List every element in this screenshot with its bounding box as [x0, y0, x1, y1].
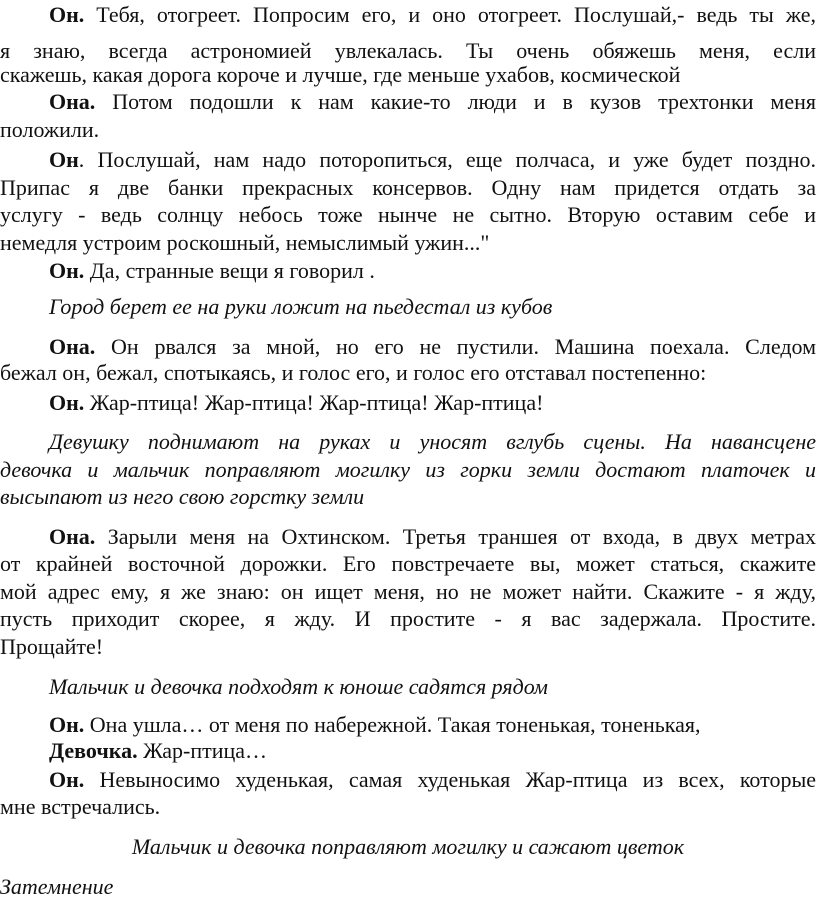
line-text: Тебя, отогреет. Попросим его, и оно отогреет. Послушай,- ведь ты же,	[96, 2, 816, 27]
text-line: от крайней восточной дорожки. Его повстречаете вы, может статься, скажите	[0, 551, 816, 576]
text-line	[0, 88, 816, 115]
line-text: Она ушла… от меня по набережной. Такая тоненькая, тоненькая,	[84, 712, 701, 737]
speaker-label: Он.	[49, 258, 85, 283]
text-line: мой адрес ему, я же знаю: он ищет меня, но не может найти. Скажите - я жду,	[0, 579, 816, 604]
text-line: бежал он, бежал, спотыкаясь, и голос его, и голос его отставал постепенно:	[0, 360, 707, 385]
stage-direction: девочка и мальчик поправляют могилку из горки земли достают платочек и	[0, 457, 816, 482]
line-text: Да, странные вещи я говорил .	[89, 258, 375, 283]
text-line: скажешь, какая дорога короче и лучше, где меньше ухабов, космической	[0, 62, 681, 87]
text-line	[0, 257, 816, 284]
speaker-label: Она.	[49, 89, 96, 114]
text-line	[0, 737, 816, 764]
text-line: Прощайте!	[0, 634, 104, 659]
text-line	[0, 146, 816, 173]
line-text: Невыносимо худенькая, самая худенькая Жар-птица из всех, которые	[99, 767, 816, 792]
stage-direction: Мальчик и девочка подходят к юноше садятся рядом	[49, 674, 548, 699]
speaker-label: Он	[49, 147, 79, 172]
text-line	[0, 1, 816, 28]
text-line: пусть приходит скорее, я жду. И простите - я вас задержала. Простите.	[0, 606, 816, 631]
stage-direction: высыпают из него свою горстку земли	[0, 484, 365, 509]
text-line: положили.	[0, 117, 100, 142]
text-line: Припас я две банки прекрасных консервов. Одну нам придется отдать за	[0, 175, 816, 200]
text-line	[0, 766, 816, 793]
text-line: мне встречались.	[0, 794, 161, 819]
line-text: . Послушай, нам надо поторопиться, еще полчаса, и уже будет поздно.	[78, 147, 816, 172]
stage-direction: Затемнение	[0, 874, 114, 899]
text-line	[0, 333, 816, 360]
text-line	[0, 711, 816, 738]
stage-direction: Мальчик и девочка поправляют могилку и сажают цветок	[131, 834, 685, 859]
line-text: Жар-птица! Жар-птица! Жар-птица! Жар-птица!	[89, 390, 544, 415]
line-text: Зарыли меня на Охтинском. Третья траншея от входа, в двух метрах	[107, 524, 816, 549]
line-text: Потом подошли к нам какие-то люди и в кузов трехтонки меня	[112, 89, 816, 114]
stage-direction: Город берет ее на руки ложит на пьедестал из кубов	[49, 294, 553, 319]
line-text: Жар-птица…	[143, 738, 268, 763]
speaker-label: Он.	[49, 767, 85, 792]
speaker-label: Девочка.	[49, 738, 138, 763]
text-line	[0, 389, 816, 416]
speaker-label: Она.	[49, 524, 96, 549]
speaker-label: Он.	[49, 2, 85, 27]
line-text: Он рвался за мной, но его не пустили. Машина поехала. Следом	[111, 334, 816, 359]
speaker-label: Он.	[49, 390, 85, 415]
speaker-label: Она.	[49, 334, 96, 359]
text-line	[0, 523, 816, 550]
speaker-label: Он.	[49, 712, 85, 737]
text-line: я знаю, всегда астрономией увлекалась. Ты очень обяжешь меня, если	[0, 38, 816, 63]
text-line: услугу - ведь солнцу небось тоже нынче не сытно. Вторую оставим себе и	[0, 202, 816, 227]
text-line: немедля устроим роскошный, немыслимый ужин..."	[0, 230, 490, 255]
stage-direction: Девушку поднимают на руках и уносят вглубь сцены. На навансцене	[49, 429, 816, 454]
